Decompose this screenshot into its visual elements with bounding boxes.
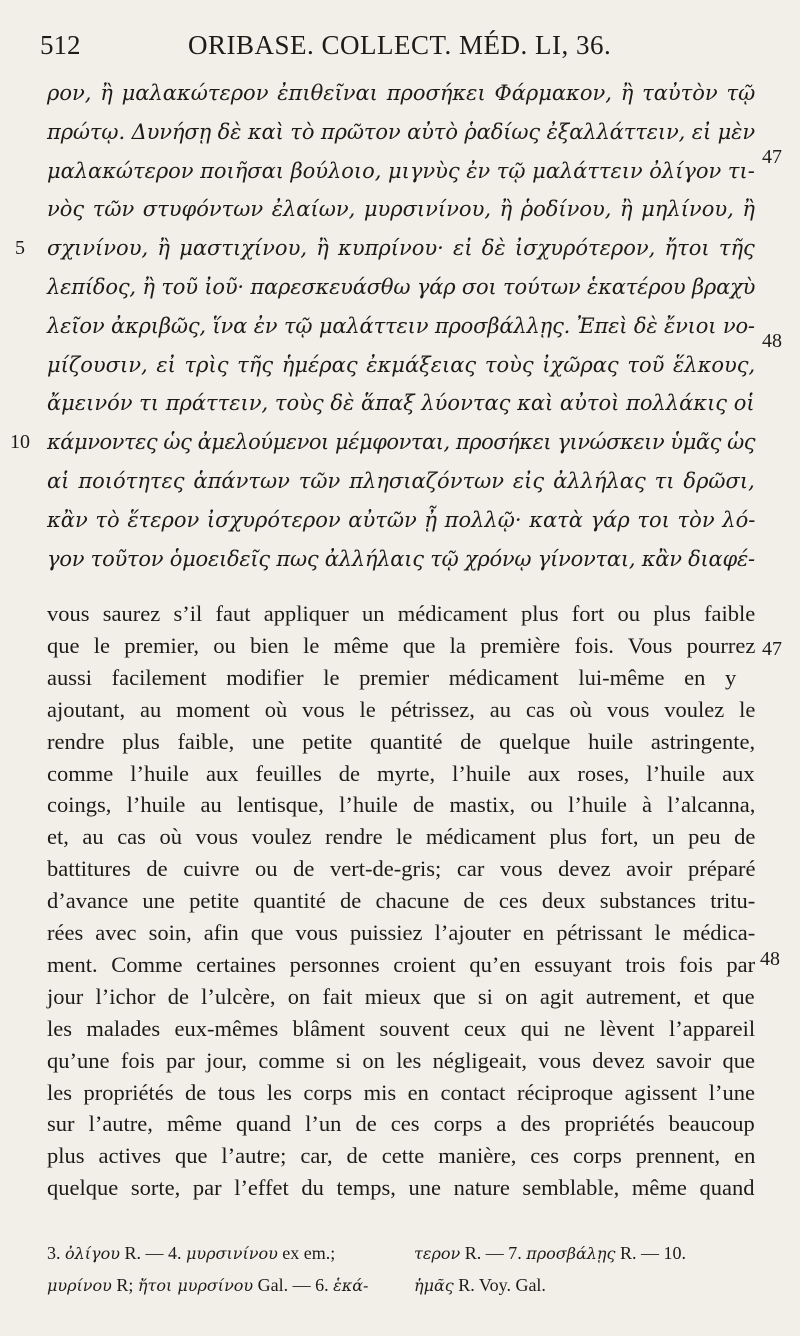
greek-line: μαλακώτερον ποιῆσαι βούλοιο, μιγνὺς ἐν τῷ μαλάττειν ὀλίγον τι- <box>47 158 755 183</box>
translation-line: battitures de cuivre ou de vert-de-gris; car vous devez avoir préparé <box>47 856 756 882</box>
footnote-greek-term: ἤτοι μυρσίνου <box>137 1276 254 1295</box>
translation-line: rées avec soin, afin que vous puissiez l’ajouter en pétrissant le médica- <box>47 920 756 945</box>
greek-margin-number: 47 <box>762 146 782 168</box>
footnote-text: R. Voy. Gal. <box>453 1275 546 1295</box>
translation-line: jour l’ichor de l’ulcère, on fait mieux que si on agit autrement, et que <box>47 983 755 1009</box>
greek-line: κἂν τὸ ἕτερον ἰσχυρότερον αὐτῶν ᾖ πολλῷ· κατὰ γάρ τοι τὸν λό- <box>47 507 756 532</box>
translation-line: qu’une fois par jour, comme si on les négligeait, vous devez savoir que <box>47 1047 755 1073</box>
footnote-text: 3. <box>47 1243 65 1263</box>
greek-line: κάμνοντες ὡς ἀμελούμενοι μέμφονται, προσήκει γινώσκειν ὑμᾶς ὡς <box>47 430 756 455</box>
translation-line: sur l’autre, même quand l’un de ces corps a des propriétés beaucoup <box>47 1111 755 1137</box>
greek-line: γον τοῦτον ὁμοειδεῖς πως ἀλλήλαις τῷ χρόνῳ γίνονται, κἂν διαφέ- <box>47 546 755 571</box>
footnote-greek-term: ἡμᾶς <box>414 1276 454 1295</box>
greek-line: ρον, ἢ μαλακώτερον ἐπιθεῖναι προσήκει Φάρμακον, ἢ ταὐτὸν τῷ <box>47 81 756 105</box>
running-title: ORIBASE. COLLECT. MÉD. LI, 36. <box>188 30 612 60</box>
translation-line: rendre plus faible, une petite quantité de quelque huile astringente, <box>47 728 756 754</box>
footnote-greek-term: ἑκά- <box>333 1276 369 1295</box>
footnote-text: R. — 7. <box>460 1243 527 1263</box>
page-header <box>40 30 740 70</box>
translation-line: ment. Comme certaines personnes croient qu’en essuyant trois fois par <box>47 951 756 977</box>
line-number: 10 <box>10 431 30 454</box>
footnote-text: R. — 4. <box>119 1243 186 1263</box>
greek-line: πρώτῳ. Δυνήσῃ δὲ καὶ τὸ πρῶτον αὐτὸ ῥαδίως ἐξαλλάττειν, εἰ μὲν <box>47 119 755 144</box>
translation-line: que le premier, ou bien le même que la première fois. Vous pourrez <box>47 632 756 658</box>
greek-line: μίζουσιν, εἰ τρὶς τῆς ἡμέρας ἐκμάξειας τοὺς ἰχῶρας τοῦ ἕλκους, <box>47 352 756 377</box>
translation-line: plus actives que l’autre; car, de cette manière, ces corps prennent, en <box>47 1143 756 1169</box>
footnote-line-2-left <box>47 1268 368 1302</box>
greek-line: νὸς τῶν στυφόντων ἐλαίων, μυρσινίνου, ἢ ῥοδίνου, ἢ μηλίνου, ἢ <box>47 197 755 222</box>
footnote-line-1-right <box>414 1236 686 1270</box>
translation-line: d’avance une petite quantité de chacune de ces deux substances tritu- <box>47 888 756 914</box>
greek-line: λεπίδος, ἢ τοῦ ἰοῦ· παρεσκευάσθω γάρ σοι τούτων ἑκατέρου βραχὺ <box>47 275 756 299</box>
translation-line: et, au cas où vous voulez rendre le médicament plus fort, un peu de <box>47 824 756 850</box>
footnote-text: Gal. — 6. <box>253 1275 334 1295</box>
greek-margin-number: 48 <box>762 330 782 352</box>
translation-line: les malades eux-mêmes blâment souvent ceux qui ne lèvent l’appareil <box>47 1015 756 1041</box>
french-margin-number: 48 <box>760 948 780 970</box>
footnote-greek-term: μυρσινίνου <box>185 1244 278 1263</box>
greek-line: σχινίνου, ἢ μαστιχίνου, ἢ κυπρίνου· εἰ δὲ ἰσχυρότερον, ἤτοι τῆς <box>47 236 755 261</box>
line-number: 5 <box>15 237 25 260</box>
footnote-greek-term: ὀλίγου <box>65 1244 120 1263</box>
translation-line: vous saurez s’il faut appliquer un médicament plus fort ou plus faible <box>47 601 756 626</box>
french-margin-number: 47 <box>762 638 782 660</box>
footnote-text: R; <box>111 1275 138 1295</box>
greek-line: λεῖον ἀκριβῶς, ἵνα ἐν τῷ μαλάττειν προσβάλλῃς. Ἐπεὶ δὲ ἔνιοι νο- <box>47 313 755 338</box>
footnote-text: R. — 10. <box>615 1243 686 1263</box>
footnote-line-2-right <box>414 1268 546 1302</box>
footnote-greek-term: προσβάλῃς <box>526 1244 616 1263</box>
translation-line: ajoutant, au moment où vous le pétrissez, au cas où vous voulez le <box>47 696 756 722</box>
greek-line: αἱ ποιότητες ἁπάντων τῶν πλησιαζόντων εἰς ἀλλήλας τι δρῶσι, <box>47 469 755 493</box>
greek-line: ἄμεινόν τι πράττειν, τοὺς δὲ ἅπαξ λύοντας καὶ αὐτοὶ πολλάκις οἱ <box>47 391 755 416</box>
translation-line: quelque sorte, par l’effet du temps, une nature semblable, même quand <box>47 1175 755 1201</box>
footnote-greek-term: μυρίνου <box>47 1276 112 1295</box>
translation-line: comme l’huile aux feuilles de myrte, l’huile aux roses, l’huile aux <box>47 760 755 786</box>
translation-line: coings, l’huile au lentisque, l’huile de mastix, ou l’huile à l’alcanna, <box>47 792 756 818</box>
footnote-text: ex em.; <box>277 1243 336 1263</box>
footnote-greek-term: τερον <box>414 1244 461 1263</box>
translation-line: les propriétés de tous les corps mis en contact réciproque agissent l’une <box>47 1079 755 1105</box>
page-number: 512 <box>40 30 81 60</box>
translation-line: aussi facilement modifier le premier médicament lui-même en y <box>47 664 737 690</box>
footnote-line-1-left <box>47 1236 335 1270</box>
